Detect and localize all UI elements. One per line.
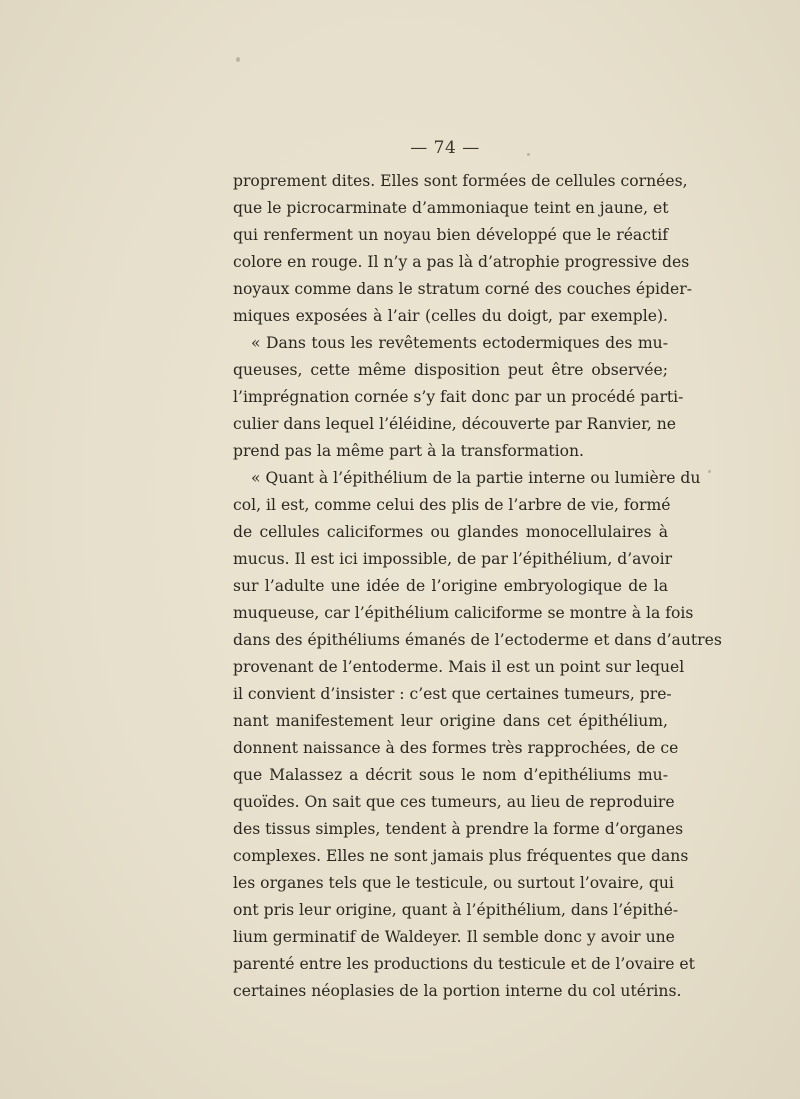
text-line: col, il est, comme celui des plis de l’arbre de vie, formé (233, 496, 671, 514)
text-line: qui renferment un noyau bien développé que le réactif (233, 226, 668, 244)
paper-speck (708, 470, 711, 473)
text-line: « Quant à l’épithélium de la partie interne ou lumière du (251, 469, 701, 487)
text-line: donnent naissance à des formes très rapprochées, de ce (233, 739, 679, 757)
page-number: — 74 — (410, 138, 480, 158)
text-line: des tissus simples, tendent à prendre la forme d’organes (233, 820, 684, 838)
body-text (233, 168, 722, 1005)
text-line: prend pas la même part à la transformation. (233, 442, 584, 460)
text-line: que le picrocarminate d’ammoniaque teint en jaune, et (233, 199, 669, 217)
text-line: muqueuse, car l’épithélium caliciforme se montre à la fois (233, 604, 694, 622)
text-line: ont pris leur origine, quant à l’épithélium, dans l’épithé- (233, 901, 679, 919)
text-line: dans des épithéliums émanés de l’ectoderme et dans d’autres (233, 631, 722, 649)
text-line: lium germinatif de Waldeyer. Il semble donc y avoir une (233, 928, 675, 946)
text-line: provenant de l’entoderme. Mais il est un point sur lequel (233, 658, 685, 676)
paper-speck (236, 57, 240, 62)
text-line: miques exposées à l’air (celles du doigt, par exemple). (233, 307, 668, 325)
text-line: nant manifestement leur origine dans cet épithélium, (233, 712, 668, 730)
text-line: quoïdes. On sait que ces tumeurs, au lieu de reproduire (233, 793, 675, 811)
text-line: « Dans tous les revêtements ectodermiques des mu- (251, 334, 668, 352)
text-line: il convient d’insister : c’est que certaines tumeurs, pre- (233, 685, 672, 703)
text-line: mucus. Il est ici impossible, de par l’épithélium, d’avoir (233, 550, 673, 568)
text-line: colore en rouge. Il n’y a pas là d’atrophie progressive des (233, 253, 690, 271)
text-line: les organes tels que le testicule, ou surtout l’ovaire, qui (233, 874, 674, 892)
text-line: parenté entre les productions du testicule et de l’ovaire et (233, 955, 695, 973)
text-line: noyaux comme dans le stratum corné des couches épider- (233, 280, 692, 298)
text-line: queuses, cette même disposition peut être observée; (233, 361, 668, 379)
text-line: de cellules caliciformes ou glandes monocellulaires à (233, 523, 668, 541)
text-line: l’imprégnation cornée s’y fait donc par un procédé parti- (233, 388, 684, 406)
text-line: proprement dites. Elles sont formées de cellules cornées, (233, 172, 688, 190)
text-line: culier dans lequel l’éléidine, découverte par Ranvier, ne (233, 415, 677, 433)
text-line: que Malassez a décrit sous le nom d’epithéliums mu- (233, 766, 668, 784)
text-line: complexes. Elles ne sont jamais plus fréquentes que dans (233, 847, 689, 865)
text-line: certaines néoplasies de la portion interne du col utérins. (233, 982, 682, 1000)
text-line: sur l’adulte une idée de l’origine embryologique de la (233, 577, 668, 595)
